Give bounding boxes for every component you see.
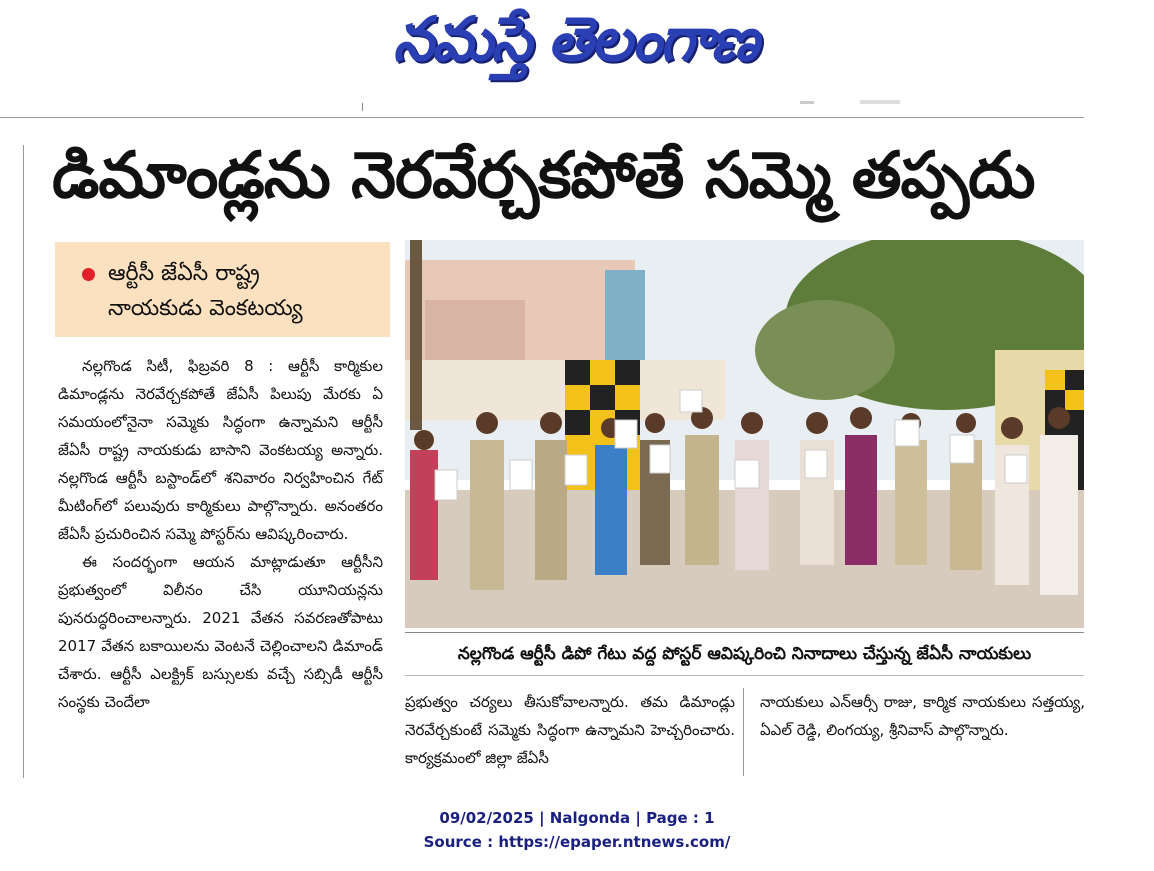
- footer-date-edition: 09/02/2025 | Nalgonda | Page : 1: [439, 809, 715, 827]
- photo-caption: నల్లగొండ ఆర్టీసీ డిపో గేటు వద్ద పోస్టర్ ఆవిష్కరించి నినాదాలు చేస్తున్న జేఏసీ నాయకులు: [457, 644, 1032, 664]
- masthead-logo: [370, 0, 780, 80]
- kicker-line: నాయకుడు వెంకటయ్య: [108, 296, 303, 321]
- column-rule: [743, 688, 744, 776]
- footer: [0, 806, 1154, 854]
- article-paragraph: నల్లగొండ సిటీ, ఫిబ్రవరి 8 : ఆర్టీసీ కార్మికుల డిమాండ్లను నెరవేర్చకపోతే జేఏసీ పిలుపు మేరకు ఏ సమయంలోనైనా సమ్మెకు సిద్ధంగా ఉన్నామని ఆర్టీసీ జేఏసీ రాష్ట్ర నాయకుడు బాసాని వెంకటయ్య అన్నారు. నల్లగొండ ఆర్టీసీ బస్టాండ్‌లో శనివారం నిర్వహించిన గేట్ మీటింగ్‌లో పలువురు కార్మికులు పాల్గొన్నారు. అనంతరం జేఏసీ ప్రచురించిన సమ్మె పోస్టర్‌ను ఆవిష్కరించారు.: [58, 357, 383, 543]
- article-paragraph: ఈ సందర్భంగా ఆయన మాట్లాడుతూ ఆర్టీసీని ప్రభుత్వంలో విలీనం చేసి యూనియన్లను పునరుద్ధరించాలన్నారు. 2021 వేతన సవరణతోపాటు 2017 వేతన బకాయిలను వెంటనే చెల్లించాలని డిమాండ్ చేశారు. ఆర్టీసీ ఎలక్ట్రిక్ బస్సులకు వచ్చే సబ్సిడీ ఆర్టీసీ సంస్థకు చెందేలా: [58, 553, 383, 711]
- caption-rule: [405, 675, 1084, 676]
- kicker-text: [108, 256, 383, 326]
- article-column-2: ప్రభుత్వం చర్యలు తీసుకోవాలన్నారు. తమ డిమాండ్లు నెరవేర్చకుంటే సమ్మెకు సిద్ధంగా ఉన్నామని హెచ్చరించారు. కార్యక్రమంలో జిల్లా జేఏసీ: [405, 693, 735, 767]
- print-speck: [860, 100, 900, 104]
- news-photo: [405, 240, 1084, 628]
- article-column-1: [58, 352, 383, 716]
- footer-source: Source : https://epaper.ntnews.com/: [423, 833, 731, 851]
- caption-rule: [405, 632, 1084, 633]
- masthead-title: నమస్తే తెలంగాణ: [393, 3, 757, 75]
- print-speck: [800, 101, 814, 104]
- masthead-divider: [0, 117, 1084, 118]
- kicker-line: ఆర్టీసీ జేఏసీ రాష్ట్ర: [108, 261, 260, 286]
- article-column-3: నాయకులు ఎన్ఆర్సీ రాజు, కార్మిక నాయకులు సత్తయ్య, ఏఎల్ రెడ్డి, లింగయ్య, శ్రీనివాస్ పాల్గొన్నారు.: [760, 693, 1085, 739]
- article-headline: డిమాండ్లను నెరవేర్చకపోతే సమ్మె తప్పదు: [52, 139, 1035, 213]
- protest-photo-illustration: [405, 240, 1084, 628]
- bullet-icon: [82, 268, 95, 281]
- column-rule: [23, 145, 24, 778]
- divider-tick: [362, 103, 363, 111]
